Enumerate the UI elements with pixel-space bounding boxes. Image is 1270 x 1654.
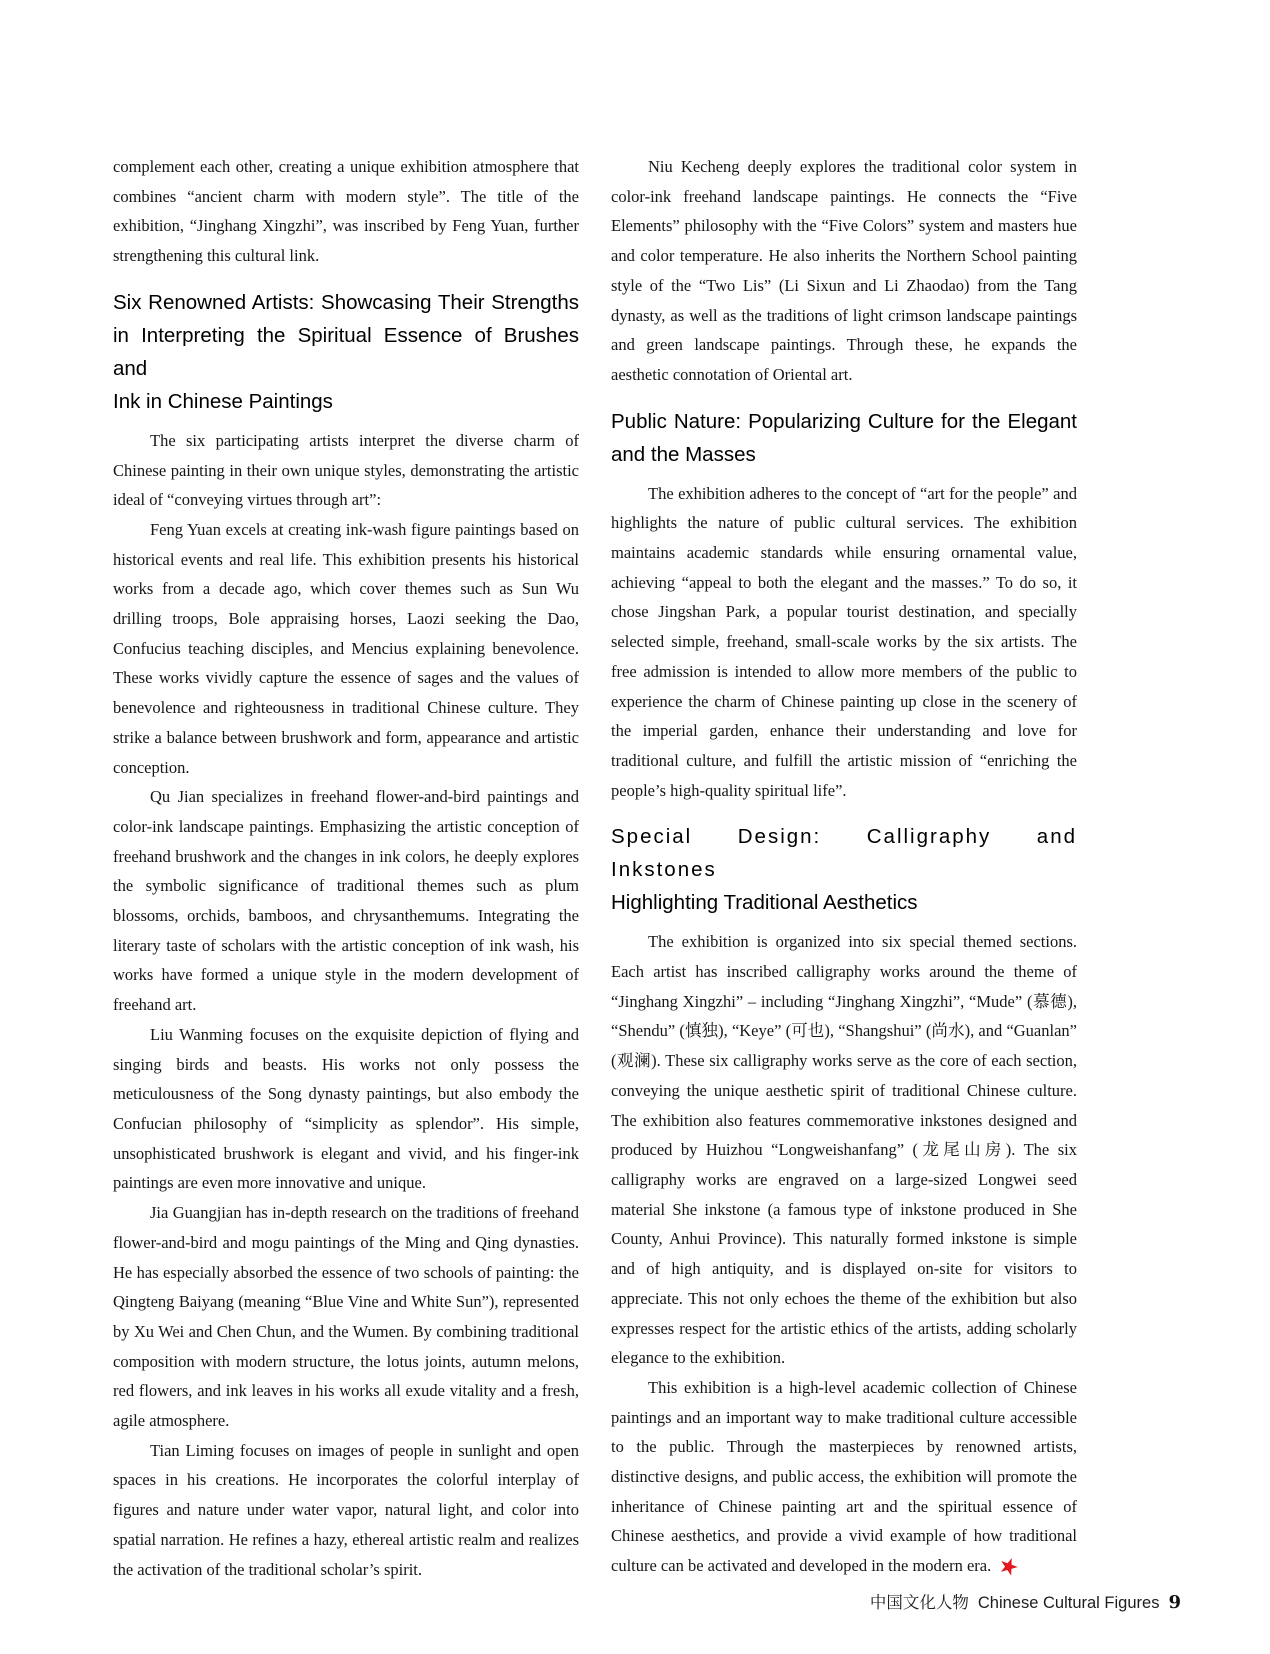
two-column-text-area: [113, 152, 1077, 1584]
left-column: [113, 152, 579, 1584]
heading-line: Special Design: Calligraphy and Inkstones: [611, 825, 1077, 882]
paragraph-jia-guangjian: Jia Guangjian has in-depth research on the traditions of freehand flower-and-bird and mogu paintings of the Ming and Qing dynasties. He has especially absorbed the essence of two schools of painting: the Qingteng Baiyang (meaning “Blue Vine and White Sun”), represented by Xu Wei and Chen Chun, and the Wumen. By combining traditional composition with modern structure, the lotus joints, autumn melons, red flowers, and ink leaves in his works all exude vitality and a fresh, agile atmosphere.: [113, 1203, 579, 1431]
heading-line: Ink in Chinese Paintings: [113, 389, 333, 413]
paragraph-liu-wanming: Liu Wanming focuses on the exquisite depiction of flying and singing birds and beasts. His works not only possess the meticulousness of the Song dynasty paintings, but also embody the Confucian philosophy of “simplicity as splendor”. His simple, unsophisticated brushwork is elegant and vivid, and his finger-ink paintings are even more innovative and unique.: [113, 1024, 579, 1193]
heading-line: and the Masses: [611, 442, 756, 466]
paragraph-special-design: The exhibition is organized into six special themed sections. Each artist has inscribed calligraphy works around the theme of “Jinghang Xingzhi” – including “Jinghang Xingzhi”, “Mude” (慕德), “Shendu” (慎独), “Keye” (可也), “Shangshui” (尚水), and “Guanlan” (观澜). These six calligraphy works serve as the core of each section, conveying the unique aesthetic spirit of traditional Chinese culture. The exhibition also features commemorative inkstones designed and produced by Huizhou “Longweishanfang” (龙尾山房). The six calligraphy works are engraved on a large-sized Longwei seed material She inkstone (a famous type of inkstone produced in She County, Anhui Province). This naturally formed inkstone is simple and of high antiquity, and is displayed on-site for visitors to appreciate. This not only echoes the theme of the exhibition but also expresses respect for the artistic ethics of the artists, adding scholarly elegance to the exhibition.: [611, 932, 1077, 1368]
heading-line: Public Nature: Popularizing Culture for the Elegant: [611, 409, 1077, 433]
paragraph-intro: The six participating artists interpret the diverse charm of Chinese painting in their own unique styles, demonstrating the artistic ideal of “conveying virtues through art”:: [113, 430, 579, 510]
section-heading-special-design: [611, 820, 1077, 919]
footer-english-label: Chinese Cultural Figures: [977, 1594, 1160, 1612]
paragraph-qu-jian: Qu Jian specializes in freehand flower-and-bird paintings and color-ink landscape paintings. Emphasizing the artistic conception of freehand brushwork and the changes in ink colors, he deeply explores the symbolic significance of traditional themes such as plum blossoms, orchids, bamboos, and chrysanthemums. Integrating the literary taste of scholars with the artistic conception of ink wash, his works have formed a unique style in the modern development of freehand art.: [113, 787, 579, 1015]
paragraph-tian-liming: Tian Liming focuses on images of people in sunlight and open spaces in his creations. He incorporates the colorful interplay of figures and nature under water vapor, natural light, and color into spatial narration. He refines a hazy, ethereal artistic realm and realizes the activation of the traditional scholar’s spirit.: [113, 1440, 579, 1579]
heading-line: Six Renowned Artists: Showcasing Their Strengths: [113, 290, 579, 314]
paragraph-public-nature: The exhibition adheres to the concept of “art for the people” and highlights the nature of public cultural services. The exhibition maintains academic standards while ensuring ornamental value, achieving “appeal to both the elegant and the masses.” To do so, it chose Jingshan Park, a popular tourist destination, and specially selected simple, freehand, small-scale works by the six artists. The free admission is intended to allow more members of the public to experience the charm of Chinese painting up close in the scenery of the imperial garden, enhance their understanding and love for traditional culture, and fulfill the artistic mission of “enriching the people’s high-quality spiritual life”.: [611, 483, 1077, 800]
heading-line: in Interpreting the Spiritual Essence of Brushes and: [113, 323, 579, 380]
end-star-icon: ★: [994, 1551, 1023, 1583]
page-number: 9: [1168, 1592, 1181, 1613]
heading-line: Highlighting Traditional Aesthetics: [611, 891, 918, 915]
page-footer: [870, 1589, 1181, 1613]
paragraph-closing: [611, 1373, 1077, 1581]
right-column: [611, 152, 1077, 1584]
paragraph-niu-kecheng: Niu Kecheng deeply explores the traditional color system in color-ink freehand landscape paintings. He connects the “Five Elements” philosophy with the “Five Colors” system and masters hue and color temperature. He also inherits the Northern School painting style of the “Two Lis” (Li Sixun and Li Zhaodao) from the Tang dynasty, as well as the traditions of light crimson landscape paintings and green landscape paintings. Through these, he expands the aesthetic connotation of Oriental art.: [611, 157, 1077, 384]
section-heading-public-nature: [611, 405, 1077, 471]
paragraph-continuation: complement each other, creating a unique exhibition atmosphere that combines “ancient charm with modern style”. The title of the exhibition, “Jinghang Xingzhi”, was inscribed by Feng Yuan, further strengthening this cultural link.: [113, 157, 579, 266]
footer-chinese-label: 中国文化人物: [869, 1594, 969, 1612]
paragraph-feng-yuan: Feng Yuan excels at creating ink-wash figure paintings based on historical events and real life. This exhibition presents his historical works from a decade ago, which cover themes such as Sun Wu drilling troops, Bole appraising horses, Laozi seeking the Dao, Confucius teaching disciples, and Mencius explaining benevolence. These works vividly capture the essence of sages and the values of benevolence and righteousness in traditional Chinese culture. They strike a balance between brushwork and form, appearance and artistic conception.: [113, 519, 579, 777]
section-heading-six-artists: [113, 286, 579, 418]
closing-text: This exhibition is a high-level academic collection of Chinese paintings and an important way to make traditional culture accessible to the public. Through the masterpieces by renowned artists, distinctive designs, and public access, the exhibition will promote the inheritance of Chinese painting art and the spiritual essence of Chinese aesthetics, and provide a vivid example of how traditional culture can be activated and developed in the modern era.: [611, 1377, 1077, 1576]
